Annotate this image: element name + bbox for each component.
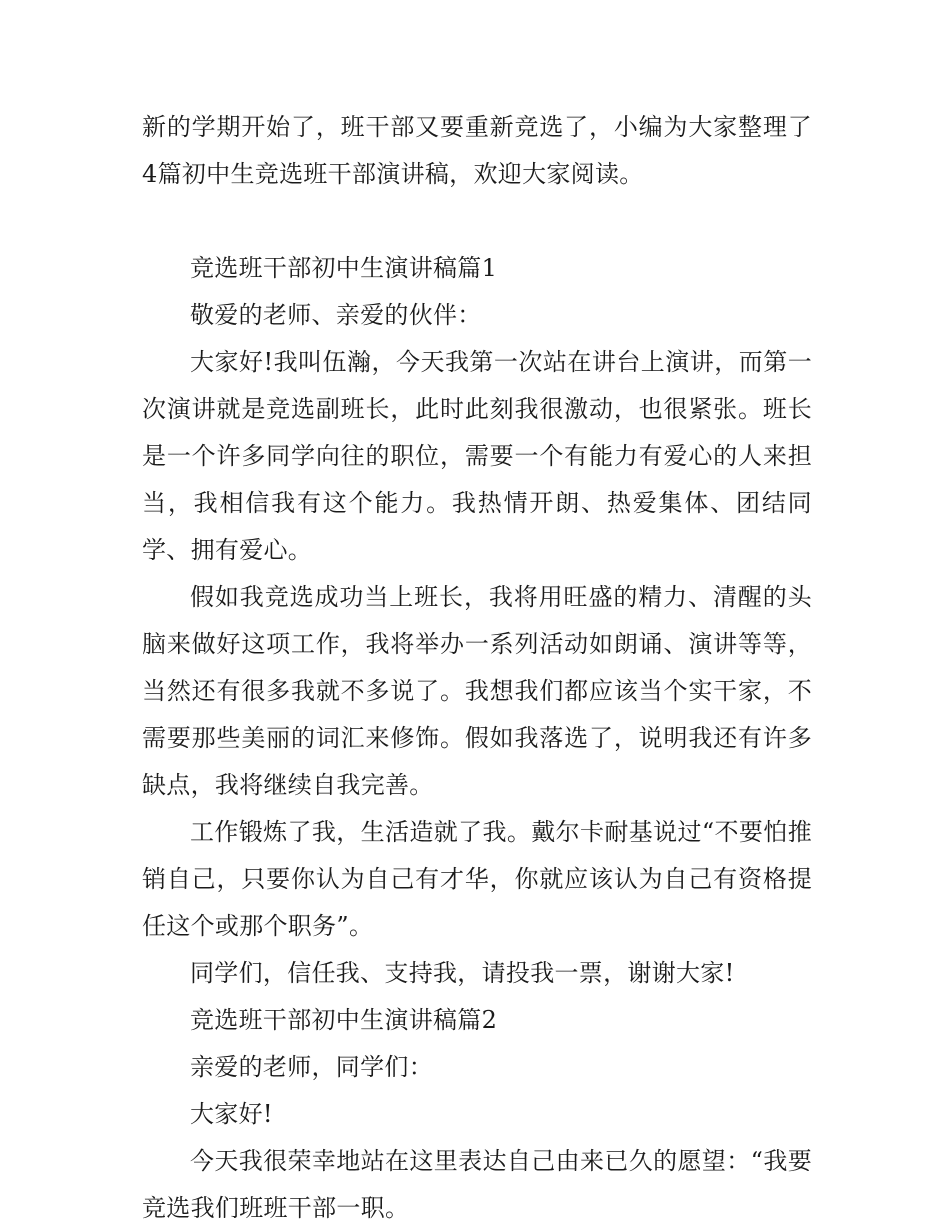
body-paragraph: 工作锻炼了我，生活造就了我。戴尔卡耐基说过“不要怕推销自己，只要你认为自己有才华，你就应该认为自己有资格提任这个或那个职务”。 bbox=[142, 818, 812, 940]
body-paragraph: 大家好!我叫伍瀚，今天我第一次站在讲台上演讲，而第一次演讲就是竞选副班长，此时此刻我很激动，也很紧张。班长是一个许多同学向往的职位，需要一个有能力有爱心的人来担当，我相信我有这个能力。我热情开朗、热爱集体、团结同学、拥有爱心。 bbox=[142, 348, 812, 564]
salutation-1: 敬爱的老师、亲爱的伙伴： bbox=[190, 301, 482, 329]
salutation-2: 亲爱的老师，同学们： bbox=[190, 1053, 433, 1081]
body-paragraph: 假如我竞选成功当上班长，我将用旺盛的精力、清醒的头脑来做好这项工作，我将举办一系列活动如朗诵、演讲等等，当然还有很多我就不多说了。我想我们都应该当个实干家，不需要那些美丽的词汇来修饰。假如我落选了，说明我还有许多缺点，我将继续自我完善。 bbox=[142, 583, 812, 799]
closing-line-1: 同学们，信任我、支持我，请投我一票，谢谢大家! bbox=[190, 959, 735, 987]
body-paragraph: 今天我很荣幸地站在这里表达自己由来已久的愿望：“我要竞选我们班班干部一职。 bbox=[142, 1147, 812, 1222]
section-heading-1: 竞选班干部初中生演讲稿篇1 bbox=[190, 254, 498, 282]
intro-paragraph: 新的学期开始了，班干部又要重新竞选了，小编为大家整理了4篇初中生竞选班干部演讲稿，欢迎大家阅读。 bbox=[142, 113, 812, 188]
greeting-line: 大家好! bbox=[190, 1100, 273, 1128]
section-heading-2: 竞选班干部初中生演讲稿篇2 bbox=[190, 1006, 498, 1034]
document-body bbox=[142, 104, 812, 1232]
